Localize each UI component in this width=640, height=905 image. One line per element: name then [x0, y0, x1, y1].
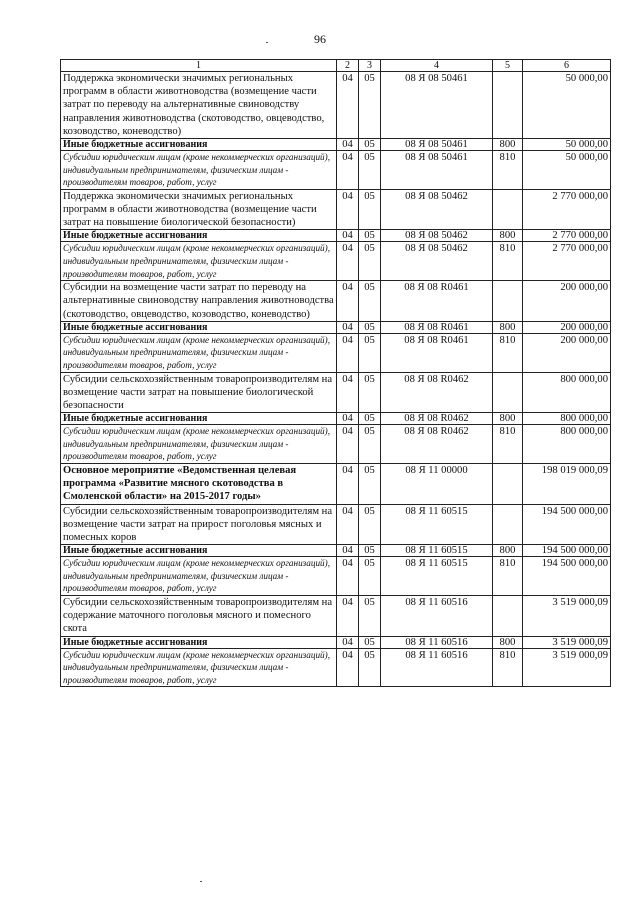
table-row — [61, 595, 611, 636]
row-target-code: 08 Я 11 60516 — [381, 636, 493, 648]
row-section: 04 — [337, 557, 359, 596]
row-expense-type: 800 — [493, 139, 523, 151]
row-section: 04 — [337, 463, 359, 504]
row-section: 04 — [337, 595, 359, 636]
table-row — [61, 242, 611, 281]
row-subsection: 05 — [359, 557, 381, 596]
row-section: 04 — [337, 151, 359, 190]
row-target-code: 08 Я 11 60515 — [381, 504, 493, 545]
row-subsection: 05 — [359, 139, 381, 151]
row-section: 04 — [337, 425, 359, 464]
row-expense-type: 800 — [493, 636, 523, 648]
row-section: 04 — [337, 189, 359, 230]
row-target-code: 08 Я 08 50461 — [381, 139, 493, 151]
row-expense-type: 810 — [493, 151, 523, 190]
row-amount: 3 519 000,09 — [523, 595, 611, 636]
table-row — [61, 321, 611, 333]
table-row — [61, 557, 611, 596]
row-expense-type — [493, 189, 523, 230]
table-row — [61, 648, 611, 687]
row-section: 04 — [337, 281, 359, 322]
row-target-code: 08 Я 08 50461 — [381, 151, 493, 190]
row-expense-type — [493, 372, 523, 413]
row-subsection: 05 — [359, 413, 381, 425]
row-subsection: 05 — [359, 281, 381, 322]
row-amount: 200 000,00 — [523, 333, 611, 372]
row-name: Субсидии юридическим лицам (кроме некоммерческих организаций), индивидуальным предпринимателям, физическим лицам - производителям товаров, работ, услуг — [61, 242, 337, 281]
row-subsection: 05 — [359, 425, 381, 464]
table-row — [61, 139, 611, 151]
row-subsection: 05 — [359, 189, 381, 230]
row-amount: 200 000,00 — [523, 281, 611, 322]
table-row — [61, 230, 611, 242]
row-target-code: 08 Я 08 50462 — [381, 189, 493, 230]
row-target-code: 08 Я 08 R0461 — [381, 333, 493, 372]
row-subsection: 05 — [359, 72, 381, 139]
row-section: 04 — [337, 504, 359, 545]
table-row — [61, 333, 611, 372]
table-body — [61, 72, 611, 687]
row-amount: 3 519 000,09 — [523, 648, 611, 687]
table-row — [61, 151, 611, 190]
row-expense-type — [493, 595, 523, 636]
row-name: Иные бюджетные ассигнования — [61, 636, 337, 648]
header-col-4: 4 — [381, 60, 493, 72]
table-row — [61, 413, 611, 425]
row-section: 04 — [337, 321, 359, 333]
row-amount: 50 000,00 — [523, 72, 611, 139]
row-amount: 3 519 000,09 — [523, 636, 611, 648]
row-amount: 2 770 000,00 — [523, 189, 611, 230]
row-name: Поддержка экономически значимых региональных программ в области животноводства (возмещение части затрат на повышение биологической безопасности) — [61, 189, 337, 230]
row-expense-type — [493, 281, 523, 322]
row-amount: 800 000,00 — [523, 425, 611, 464]
table-row — [61, 463, 611, 504]
row-name: Иные бюджетные ассигнования — [61, 545, 337, 557]
row-target-code: 08 Я 08 R0462 — [381, 413, 493, 425]
row-name: Субсидии юридическим лицам (кроме некоммерческих организаций), индивидуальным предпринимателям, физическим лицам - производителям товаров, работ, услуг — [61, 151, 337, 190]
row-target-code: 08 Я 08 R0461 — [381, 321, 493, 333]
row-amount: 194 500 000,00 — [523, 504, 611, 545]
row-expense-type: 800 — [493, 545, 523, 557]
row-name: Иные бюджетные ассигнования — [61, 230, 337, 242]
scan-speck — [200, 881, 202, 882]
table-row — [61, 281, 611, 322]
row-target-code: 08 Я 11 60516 — [381, 595, 493, 636]
row-section: 04 — [337, 372, 359, 413]
row-name: Субсидии на возмещение части затрат по переводу на альтернативные свиноводству направления животноводства (скотоводство, овцеводство, козоводство, коневодство) — [61, 281, 337, 322]
row-name: Субсидии сельскохозяйственным товаропроизводителям на возмещение части затрат на прирост поголовья мясных и помесных коров — [61, 504, 337, 545]
row-target-code: 08 Я 11 60516 — [381, 648, 493, 687]
row-expense-type: 810 — [493, 425, 523, 464]
page-number: 96 — [314, 32, 326, 46]
row-expense-type: 810 — [493, 242, 523, 281]
row-subsection: 05 — [359, 545, 381, 557]
header-col-3: 3 — [359, 60, 381, 72]
row-target-code: 08 Я 08 R0461 — [381, 281, 493, 322]
row-amount: 800 000,00 — [523, 372, 611, 413]
row-amount: 194 500 000,00 — [523, 557, 611, 596]
row-target-code: 08 Я 08 R0462 — [381, 425, 493, 464]
row-expense-type — [493, 504, 523, 545]
table-header-row — [61, 60, 611, 72]
row-name: Субсидии юридическим лицам (кроме некоммерческих организаций), индивидуальным предпринимателям, физическим лицам - производителям товаров, работ, услуг — [61, 557, 337, 596]
row-expense-type — [493, 72, 523, 139]
row-target-code: 08 Я 11 60515 — [381, 557, 493, 596]
row-section: 04 — [337, 545, 359, 557]
header-col-1: 1 — [61, 60, 337, 72]
row-subsection: 05 — [359, 321, 381, 333]
row-expense-type: 800 — [493, 413, 523, 425]
row-name: Иные бюджетные ассигнования — [61, 321, 337, 333]
row-subsection: 05 — [359, 595, 381, 636]
scan-speck — [266, 42, 268, 43]
row-subsection: 05 — [359, 504, 381, 545]
row-name: Основное мероприятие «Ведомственная целевая программа «Развитие мясного скотоводства в Смоленской области» на 2015-2017 годы» — [61, 463, 337, 504]
header-col-2: 2 — [337, 60, 359, 72]
row-section: 04 — [337, 413, 359, 425]
header-col-5: 5 — [493, 60, 523, 72]
row-amount: 800 000,00 — [523, 413, 611, 425]
row-expense-type: 800 — [493, 321, 523, 333]
table-row — [61, 372, 611, 413]
row-amount: 2 770 000,00 — [523, 242, 611, 281]
row-section: 04 — [337, 230, 359, 242]
table-row — [61, 189, 611, 230]
row-subsection: 05 — [359, 230, 381, 242]
row-target-code: 08 Я 11 00000 — [381, 463, 493, 504]
row-name: Субсидии сельскохозяйственным товаропроизводителям на возмещение части затрат на повышение биологической безопасности — [61, 372, 337, 413]
row-section: 04 — [337, 636, 359, 648]
row-expense-type: 810 — [493, 333, 523, 372]
row-target-code: 08 Я 08 R0462 — [381, 372, 493, 413]
table-row — [61, 545, 611, 557]
row-section: 04 — [337, 139, 359, 151]
row-subsection: 05 — [359, 151, 381, 190]
row-amount: 200 000,00 — [523, 321, 611, 333]
row-section: 04 — [337, 242, 359, 281]
table-row — [61, 504, 611, 545]
row-target-code: 08 Я 08 50462 — [381, 242, 493, 281]
row-subsection: 05 — [359, 333, 381, 372]
table-row — [61, 636, 611, 648]
row-amount: 2 770 000,00 — [523, 230, 611, 242]
row-target-code: 08 Я 08 50462 — [381, 230, 493, 242]
row-expense-type: 810 — [493, 557, 523, 596]
row-name: Субсидии юридическим лицам (кроме некоммерческих организаций), индивидуальным предпринимателям, физическим лицам - производителям товаров, работ, услуг — [61, 425, 337, 464]
table-row — [61, 72, 611, 139]
row-expense-type: 800 — [493, 230, 523, 242]
header-col-6: 6 — [523, 60, 611, 72]
row-subsection: 05 — [359, 636, 381, 648]
row-subsection: 05 — [359, 372, 381, 413]
row-subsection: 05 — [359, 242, 381, 281]
row-target-code: 08 Я 08 50461 — [381, 72, 493, 139]
row-section: 04 — [337, 648, 359, 687]
row-name: Иные бюджетные ассигнования — [61, 139, 337, 151]
row-name: Иные бюджетные ассигнования — [61, 413, 337, 425]
row-section: 04 — [337, 72, 359, 139]
row-amount: 198 019 000,09 — [523, 463, 611, 504]
row-target-code: 08 Я 11 60515 — [381, 545, 493, 557]
row-subsection: 05 — [359, 463, 381, 504]
row-name: Субсидии юридическим лицам (кроме некоммерческих организаций), индивидуальным предпринимателям, физическим лицам - производителям товаров, работ, услуг — [61, 648, 337, 687]
row-subsection: 05 — [359, 648, 381, 687]
row-name: Субсидии сельскохозяйственным товаропроизводителям на содержание маточного поголовья мясного и помесного скота — [61, 595, 337, 636]
row-section: 04 — [337, 333, 359, 372]
budget-table — [60, 59, 611, 687]
table-row — [61, 425, 611, 464]
row-amount: 50 000,00 — [523, 151, 611, 190]
row-expense-type — [493, 463, 523, 504]
row-amount: 50 000,00 — [523, 139, 611, 151]
row-expense-type: 810 — [493, 648, 523, 687]
row-name: Поддержка экономически значимых региональных программ в области животноводства (возмещение части затрат по переводу на альтернативные свиноводству направления животноводства (скотоводство, овцеводство, козоводство, коневодство) — [61, 72, 337, 139]
row-amount: 194 500 000,00 — [523, 545, 611, 557]
row-name: Субсидии юридическим лицам (кроме некоммерческих организаций), индивидуальным предпринимателям, физическим лицам - производителям товаров, работ, услуг — [61, 333, 337, 372]
